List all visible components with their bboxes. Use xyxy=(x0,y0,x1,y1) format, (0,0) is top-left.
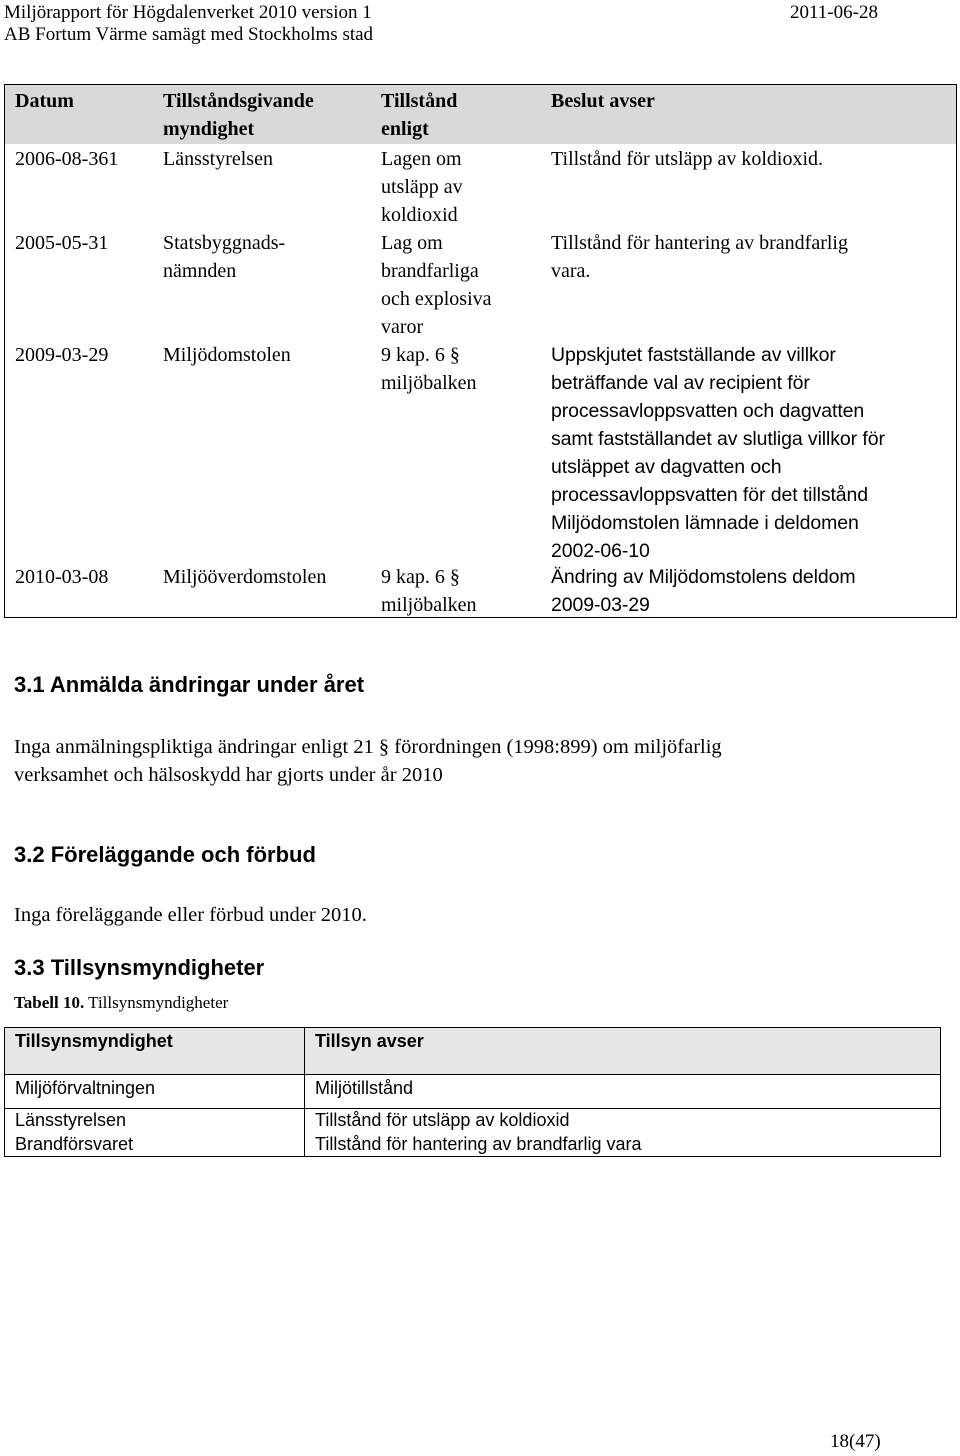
header-datum: Datum xyxy=(15,90,74,112)
row-law: 9 kap. 6 § xyxy=(381,344,460,366)
row-decision: beträffande val av recipient för xyxy=(551,372,810,394)
row-law: 9 kap. 6 § xyxy=(381,566,460,588)
header-tillsynsmyndighet: Tillsynsmyndighet xyxy=(15,1031,173,1051)
table-cell: Miljötillstånd xyxy=(315,1078,414,1098)
permits-table xyxy=(4,84,957,618)
header-tillstand-enligt: Tillstånd xyxy=(381,90,458,112)
row-authority: Statsbyggnads- xyxy=(163,232,286,254)
section-3-2-text: Inga föreläggande eller förbud under 2010. xyxy=(14,904,367,926)
header-tillstandsgivande: Tillståndsgivande xyxy=(163,90,314,112)
column-divider xyxy=(304,1028,305,1156)
row-date: 2010-03-08 xyxy=(15,566,109,588)
supervisory-table xyxy=(4,1027,941,1157)
report-title: Miljörapport för Högdalenverket 2010 version 1 xyxy=(4,2,372,23)
section-3-3-heading: 3.3 Tillsynsmyndigheter xyxy=(14,955,265,980)
table-caption xyxy=(14,992,228,1014)
row-law: miljöbalken xyxy=(381,594,477,616)
header-beslut-avser: Beslut avser xyxy=(551,90,655,112)
row-decision: utsläppet av dagvatten och xyxy=(551,456,782,478)
row-law: och explosiva xyxy=(381,288,492,310)
row-decision: 2009-03-29 xyxy=(551,594,650,616)
table-cell: Brandförsvaret xyxy=(15,1134,134,1154)
row-decision: Miljödomstolen lämnade i deldomen xyxy=(551,512,859,534)
table-cell: Länsstyrelsen xyxy=(15,1110,127,1130)
company-name: AB Fortum Värme samägt med Stockholms stad xyxy=(4,24,374,45)
row-decision: samt fastställandet av slutliga villkor för xyxy=(551,428,885,450)
row-decision: vara. xyxy=(551,260,591,282)
section-3-1-line: verksamhet och hälsoskydd har gjorts under år 2010 xyxy=(14,764,443,786)
row-authority: Länsstyrelsen xyxy=(163,148,273,170)
row-authority: nämnden xyxy=(163,260,237,282)
row-decision: Ändring av Miljödomstolens deldom xyxy=(551,566,856,588)
row-law: miljöbalken xyxy=(381,372,477,394)
header-tillstandsgivande: myndighet xyxy=(163,118,255,140)
row-law: utsläpp av xyxy=(381,176,463,198)
row-law: varor xyxy=(381,316,424,338)
table-caption-label: Tabell 10. xyxy=(14,993,85,1012)
row-law: Lagen om xyxy=(381,148,462,170)
section-3-1-line: Inga anmälningspliktiga ändringar enligt 21 § förordningen (1998:899) om miljöfarlig xyxy=(14,736,722,758)
row-decision: Uppskjutet fastställande av villkor xyxy=(551,344,836,366)
row-authority: Miljööverdomstolen xyxy=(163,566,327,588)
row-decision: processavloppsvatten för det tillstånd xyxy=(551,484,869,506)
report-date: 2011-06-28 xyxy=(790,2,878,23)
header-tillstand-enligt: enligt xyxy=(381,118,429,140)
page-number: 18(47) xyxy=(830,1431,881,1452)
row-decision: Tillstånd för utsläpp av koldioxid. xyxy=(551,148,824,170)
row-decision: Tillstånd för hantering av brandfarlig xyxy=(551,232,848,254)
table-cell: Tillstånd för hantering av brandfarlig vara xyxy=(315,1134,642,1154)
header-tillsyn-avser: Tillsyn avser xyxy=(315,1031,424,1051)
section-3-1-heading: 3.1 Anmälda ändringar under året xyxy=(14,672,365,697)
row-date: 2009-03-29 xyxy=(15,344,109,366)
row-law: brandfarliga xyxy=(381,260,479,282)
table-caption-text: Tillsynsmyndigheter xyxy=(84,993,229,1012)
row-law: Lag om xyxy=(381,232,443,254)
table-cell: Miljöförvaltningen xyxy=(15,1078,156,1098)
table-cell: Tillstånd för utsläpp av koldioxid xyxy=(315,1110,570,1130)
row-date: 2005-05-31 xyxy=(15,232,109,254)
section-3-2-heading: 3.2 Föreläggande och förbud xyxy=(14,842,316,867)
row-decision: processavloppsvatten och dagvatten xyxy=(551,400,865,422)
row-decision: 2002-06-10 xyxy=(551,540,650,562)
row-law: koldioxid xyxy=(381,204,458,226)
row-authority: Miljödomstolen xyxy=(163,344,291,366)
section-3-1-text xyxy=(14,733,722,789)
row-date: 2006-08-361 xyxy=(15,148,119,170)
